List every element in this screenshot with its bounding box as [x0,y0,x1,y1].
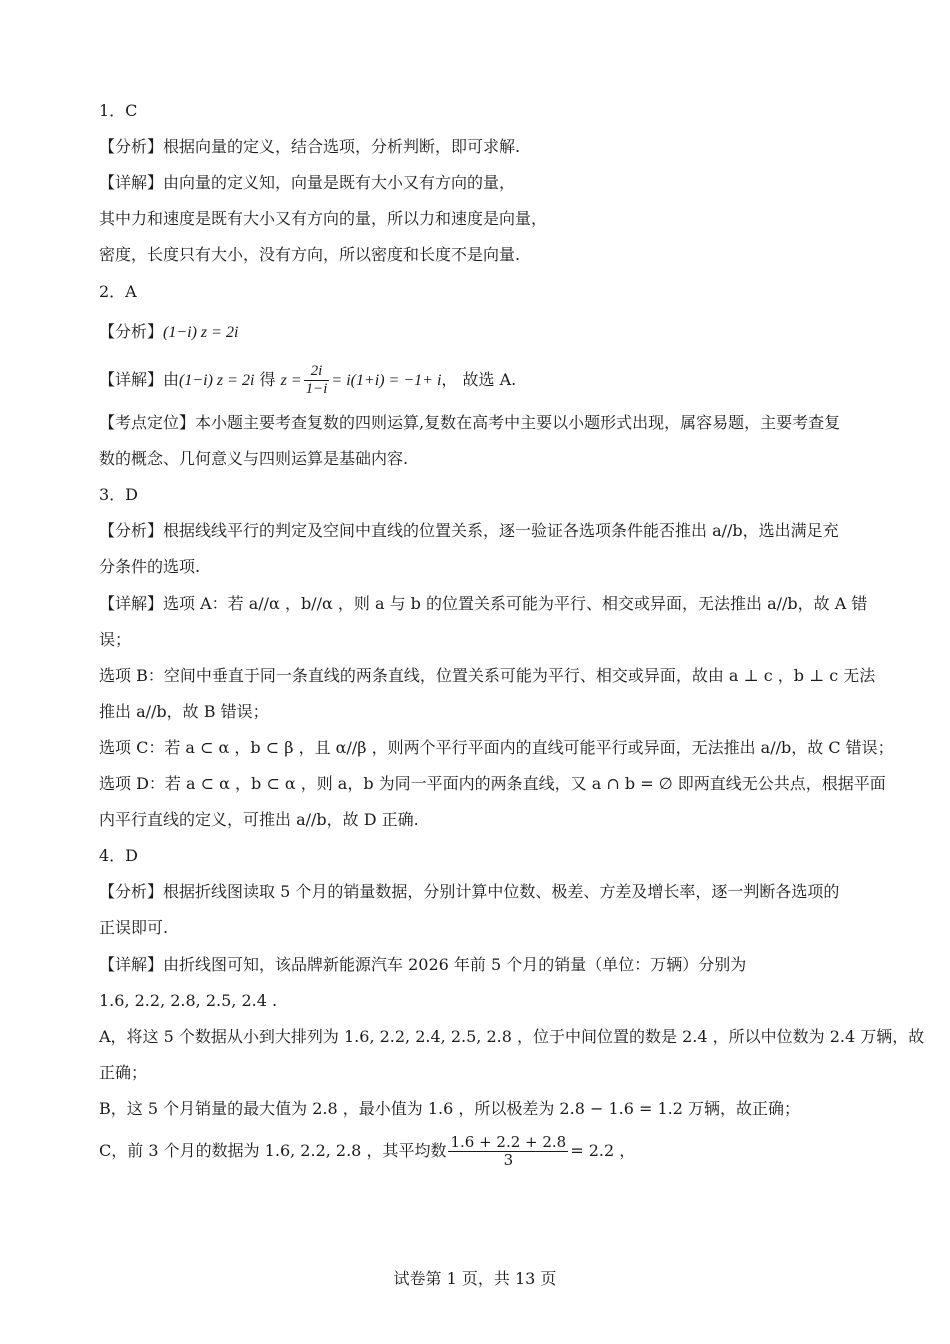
answer-3-detail-line: 推出 a//b，故 B 错误； [99,702,269,721]
detail-formula-1: (1−i) z = 2i [179,372,255,389]
answer-2-kaodian-line: 【考点定位】本小题主要考查复数的四则运算,复数在高考中主要以小题形式出现，属容易题，主要考查复 [99,413,841,432]
answer-2-kaodian-line: 数的概念、几何意义与四则运算是基础内容. [99,449,409,468]
answer-4-analysis-line: 【分析】根据折线图读取 5 个月的销量数据，分别计算中位数、极差、方差及增长率，逐一判断各选项的 [99,882,840,901]
answer-3-detail-line: 选项 B：空间中垂直于同一条直线的两条直线，位置关系可能为平行、相交或异面，故由 a ⊥ c ，b ⊥ c 无法 [99,666,876,685]
page-footer: 试卷第 1 页，共 13 页 [393,1269,557,1288]
answer-4-number: 4．D [99,846,139,865]
answer-4-detail-line: 【详解】由折线图可知，该品牌新能源汽车 2026 年前 5 个月的销量（单位：万辆）分别为 [99,955,747,974]
detail-mid-text: 得 [254,370,281,389]
answer-4-detail-line: 1.6, 2.2, 2.8, 2.5, 2.4 . [99,991,278,1010]
detail-z: z = [280,372,302,389]
fraction-denominator: 3 [503,1151,514,1169]
answer-1-detail-line: 【详解】由向量的定义知，向量是既有大小又有方向的量， [99,173,516,192]
answer-2-detail [99,363,850,403]
average-fraction [448,1134,568,1169]
answer-3-analysis-line: 分条件的选项. [99,557,201,576]
answer-1-detail-line: 其中力和速度是既有大小又有方向的量，所以力和速度是向量， [99,209,548,228]
answer-3-detail-line: 误； [99,630,132,649]
answer-4-detail-line: 正确； [99,1063,148,1082]
detail-label: 【详解】由 [99,370,180,389]
fraction-numerator: 2i [304,363,330,381]
answer-1-detail-line: 密度，长度只有大小，没有方向，所以密度和长度不是向量. [99,245,521,264]
answer-3-detail-line: 内平行直线的定义，可推出 a//b，故 D 正确. [99,810,419,829]
answer-3-detail-line: 选项 C：若 a ⊂ α ，b ⊂ β ，且 α//β ，则两个平行平面内的直线可能平行或异面，无法推出 a//b，故 C 错误； [99,738,894,757]
answer-1-number: 1．C [99,101,138,120]
answer-4-detail-line: A，将这 5 个数据从小到大排列为 1.6, 2.2, 2.4, 2.5, 2.8 ，位于中间位置的数是 2.4 ，所以中位数为 2.4 万辆，故 [99,1027,925,1046]
answer-4-option-c [99,1134,850,1174]
fraction-numerator: 1.6 + 2.2 + 2.8 [450,1133,567,1151]
answer-4-analysis-line: 正误即可. [99,918,169,937]
detail-formula-2: = i(1+i) = −1+ i [331,372,442,389]
answer-2-number: 2．A [99,282,137,301]
answer-3-detail-line: 【详解】选项 A：若 a//α ，b//α ，则 a 与 b 的位置关系可能为平行、相交或异面，无法推出 a//b，故 A 错 [99,594,868,613]
answer-1-analysis: 【分析】根据向量的定义，结合选项，分析判断，即可求解. [99,137,521,156]
option-c-tail: = 2.2 ， [570,1141,636,1160]
answer-3-number: 3．D [99,485,139,504]
detail-tail: ， 故选 A. [441,370,517,389]
fraction-denominator: 1−i [305,381,328,397]
answer-2-analysis [99,322,850,343]
detail-fraction [304,363,330,398]
option-c-label: C，前 3 个月的数据为 1.6, 2.2, 2.8 ，其平均数 [99,1141,447,1160]
answer-4-detail-line: B，这 5 个月销量的最大值为 2.8 ，最小值为 1.6 ，所以极差为 2.8 − 1.6 = 1.2 万辆，故正确； [99,1099,801,1118]
answer-3-analysis-line: 【分析】根据线线平行的判定及空间中直线的位置关系，逐一验证各选项条件能否推出 a//b，选出满足充 [99,521,839,540]
analysis-formula: (1−i) z = 2i [163,324,239,341]
answer-3-detail-line: 选项 D：若 a ⊂ α ，b ⊂ α ，则 a，b 为同一平面内的两条直线，又 a ∩ b = ∅ 即两直线无公共点，根据平面 [99,774,886,793]
analysis-label: 【分析】 [99,322,164,341]
